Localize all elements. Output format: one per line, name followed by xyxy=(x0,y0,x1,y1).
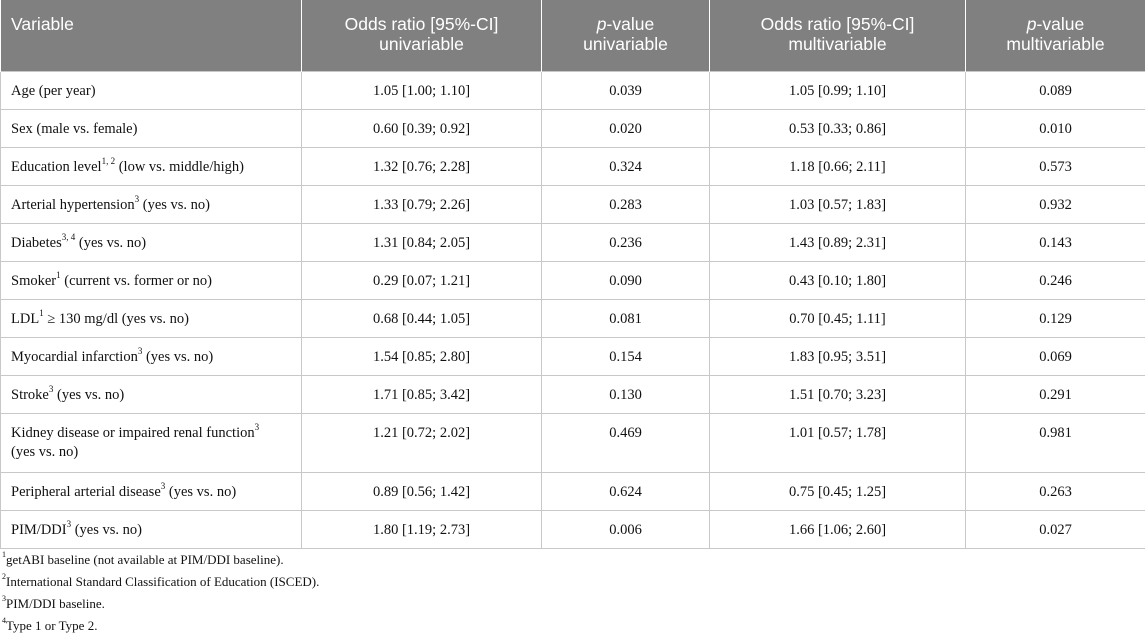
variable-label: Smoker xyxy=(11,272,57,289)
cell-variable xyxy=(1,337,302,375)
cell-p-multivariable: 0.027 xyxy=(966,510,1145,548)
variable-label: Education level xyxy=(11,158,102,175)
table-row xyxy=(1,299,1145,337)
cell-variable xyxy=(1,185,302,223)
cell-p-multivariable: 0.129 xyxy=(966,299,1145,337)
cell-or-multivariable: 1.43 [0.89; 2.31] xyxy=(710,223,966,261)
table-header-row xyxy=(1,0,1145,71)
table-row xyxy=(1,147,1145,185)
cell-p-multivariable: 0.010 xyxy=(966,109,1145,147)
header-p-multi-line1 xyxy=(967,14,1144,34)
footnote-marker: 3 xyxy=(137,345,143,356)
header-p-uni-italic: p xyxy=(596,14,607,34)
footnote-marker: 3 xyxy=(66,518,72,529)
cell-variable xyxy=(1,299,302,337)
cell-or-multivariable: 1.51 [0.70; 3.23] xyxy=(710,375,966,413)
variable-label: Myocardial infarction xyxy=(11,348,138,365)
cell-p-multivariable: 0.291 xyxy=(966,375,1145,413)
header-p-multivariable xyxy=(966,0,1145,71)
cell-p-multivariable: 0.263 xyxy=(966,472,1145,510)
cell-p-multivariable: 0.246 xyxy=(966,261,1145,299)
table-row xyxy=(1,185,1145,223)
cell-or-univariable: 0.68 [0.44; 1.05] xyxy=(302,299,542,337)
cell-p-univariable: 0.130 xyxy=(542,375,710,413)
header-or-multivariable xyxy=(710,0,966,71)
footnote-marker: 3, 4 xyxy=(61,231,76,242)
cell-or-multivariable: 0.75 [0.45; 1.25] xyxy=(710,472,966,510)
cell-or-multivariable: 0.70 [0.45; 1.11] xyxy=(710,299,966,337)
cell-or-multivariable: 1.18 [0.66; 2.11] xyxy=(710,147,966,185)
cell-or-univariable: 1.33 [0.79; 2.26] xyxy=(302,185,542,223)
variable-comparison: ≥ 130 mg/dl (yes vs. no) xyxy=(43,310,189,327)
cell-variable xyxy=(1,510,302,548)
cell-variable xyxy=(1,147,302,185)
cell-or-multivariable: 1.66 [1.06; 2.60] xyxy=(710,510,966,548)
footnote-text: PIM/DDI baseline. xyxy=(6,595,105,611)
cell-or-univariable: 0.89 [0.56; 1.42] xyxy=(302,472,542,510)
table-row xyxy=(1,71,1145,109)
footnote-marker: 3 xyxy=(160,480,166,491)
cell-or-univariable: 1.54 [0.85; 2.80] xyxy=(302,337,542,375)
cell-p-univariable: 0.006 xyxy=(542,510,710,548)
header-p-multi-italic: p xyxy=(1026,14,1037,34)
header-or-multi-line2: multivariable xyxy=(788,34,887,54)
cell-variable xyxy=(1,109,302,147)
header-p-multi-suffix: -value xyxy=(1036,14,1085,34)
variable-label: Arterial hypertension xyxy=(11,196,135,213)
variable-comparison: (yes vs. no) xyxy=(71,521,142,538)
footnote-text: getABI baseline (not available at PIM/DDI baseline). xyxy=(6,551,284,567)
cell-p-multivariable: 0.573 xyxy=(966,147,1145,185)
cell-p-univariable: 0.624 xyxy=(542,472,710,510)
cell-or-univariable: 1.31 [0.84; 2.05] xyxy=(302,223,542,261)
footnote xyxy=(2,571,1145,593)
cell-p-multivariable: 0.089 xyxy=(966,71,1145,109)
footnote xyxy=(2,593,1145,615)
header-or-univariable xyxy=(302,0,542,71)
cell-p-univariable: 0.154 xyxy=(542,337,710,375)
variable-comparison: (yes vs. no) xyxy=(75,234,147,251)
table-row xyxy=(1,375,1145,413)
header-p-uni-line2: univariable xyxy=(583,34,668,54)
cell-or-univariable: 1.71 [0.85; 3.42] xyxy=(302,375,542,413)
footnote-marker: 1 xyxy=(2,550,6,560)
variable-label: Age (per year) xyxy=(11,82,96,99)
variable-comparison: (yes vs. no) xyxy=(139,196,211,213)
header-p-uni-line1 xyxy=(543,14,708,34)
footnote-marker: 1 xyxy=(39,307,44,318)
cell-p-univariable: 0.081 xyxy=(542,299,710,337)
header-variable xyxy=(1,0,302,71)
variable-label: PIM/DDI xyxy=(11,521,67,538)
variable-comparison: (yes vs. no) xyxy=(165,483,237,500)
header-p-uni-suffix: -value xyxy=(606,14,655,34)
cell-or-multivariable: 0.43 [0.10; 1.80] xyxy=(710,261,966,299)
cell-p-univariable: 0.283 xyxy=(542,185,710,223)
cell-variable xyxy=(1,223,302,261)
cell-variable xyxy=(1,375,302,413)
cell-or-univariable: 1.80 [1.19; 2.73] xyxy=(302,510,542,548)
table-row xyxy=(1,472,1145,510)
cell-or-univariable: 0.29 [0.07; 1.21] xyxy=(302,261,542,299)
cell-p-multivariable: 0.981 xyxy=(966,413,1145,472)
variable-label: Diabetes xyxy=(11,234,62,251)
cell-or-univariable: 0.60 [0.39; 0.92] xyxy=(302,109,542,147)
table-row xyxy=(1,109,1145,147)
cell-or-univariable: 1.32 [0.76; 2.28] xyxy=(302,147,542,185)
header-variable-label: Variable xyxy=(11,14,74,34)
cell-or-multivariable: 1.05 [0.99; 1.10] xyxy=(710,71,966,109)
header-p-multi-line2: multivariable xyxy=(1006,34,1105,54)
cell-p-univariable: 0.324 xyxy=(542,147,710,185)
cell-p-multivariable: 0.069 xyxy=(966,337,1145,375)
footnote-marker: 1, 2 xyxy=(101,155,116,166)
footnote-marker: 3 xyxy=(2,594,6,604)
variable-comparison: (yes vs. no) xyxy=(53,386,125,403)
table-row xyxy=(1,223,1145,261)
cell-or-multivariable: 1.01 [0.57; 1.78] xyxy=(710,413,966,472)
table-row xyxy=(1,413,1145,472)
cell-p-univariable: 0.090 xyxy=(542,261,710,299)
cell-p-univariable: 0.469 xyxy=(542,413,710,472)
footnote-marker: 3 xyxy=(48,383,54,394)
footnote xyxy=(2,615,1145,637)
header-or-uni-line1: Odds ratio [95%-CI] xyxy=(344,14,499,34)
header-p-univariable xyxy=(542,0,710,71)
cell-or-multivariable: 0.53 [0.33; 0.86] xyxy=(710,109,966,147)
cell-or-multivariable: 1.83 [0.95; 3.51] xyxy=(710,337,966,375)
cell-or-univariable: 1.21 [0.72; 2.02] xyxy=(302,413,542,472)
cell-or-multivariable: 1.03 [0.57; 1.83] xyxy=(710,185,966,223)
footnotes xyxy=(0,549,1145,637)
variable-comparison: (current vs. former or no) xyxy=(60,272,212,289)
variable-comparison: (low vs. middle/high) xyxy=(115,158,244,175)
cell-p-univariable: 0.039 xyxy=(542,71,710,109)
variable-label: Kidney disease or impaired renal function xyxy=(11,424,255,441)
footnote-marker: 3 xyxy=(254,421,260,432)
variable-label: Sex (male vs. female) xyxy=(11,120,138,137)
cell-p-univariable: 0.236 xyxy=(542,223,710,261)
cell-variable xyxy=(1,261,302,299)
variable-label: Peripheral arterial disease xyxy=(11,483,161,500)
cell-p-univariable: 0.020 xyxy=(542,109,710,147)
footnote-text: Type 1 or Type 2. xyxy=(6,617,98,633)
footnote-marker: 4 xyxy=(2,616,6,626)
table-row xyxy=(1,337,1145,375)
footnote-text: International Standard Classification of Education (ISCED). xyxy=(6,573,320,589)
table-row xyxy=(1,510,1145,548)
footnote-marker: 1 xyxy=(56,269,61,280)
cell-variable xyxy=(1,413,302,472)
table-row xyxy=(1,261,1145,299)
cell-or-univariable: 1.05 [1.00; 1.10] xyxy=(302,71,542,109)
cell-p-multivariable: 0.932 xyxy=(966,185,1145,223)
header-or-uni-line2: univariable xyxy=(379,34,464,54)
header-or-multi-line1: Odds ratio [95%-CI] xyxy=(760,14,915,34)
cell-variable xyxy=(1,472,302,510)
footnote xyxy=(2,549,1145,571)
variable-comparison: (yes vs. no) xyxy=(142,348,214,365)
variable-label: Stroke xyxy=(11,386,49,403)
variable-comparison: (yes vs. no) xyxy=(11,443,79,460)
variable-label: LDL xyxy=(11,310,40,327)
footnote-marker: 3 xyxy=(134,193,140,204)
table-body xyxy=(1,71,1145,548)
cell-variable xyxy=(1,71,302,109)
cell-p-multivariable: 0.143 xyxy=(966,223,1145,261)
footnote-marker: 2 xyxy=(2,572,6,582)
